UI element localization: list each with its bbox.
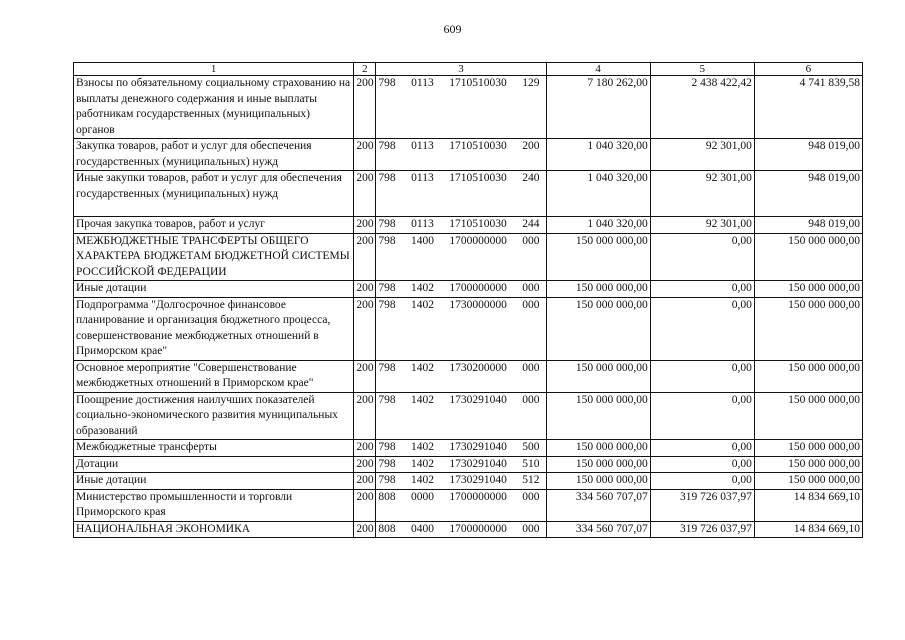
row-target: 1730291040	[449, 457, 507, 470]
row-target: 1730200000	[449, 361, 507, 374]
row-kind: 500	[522, 441, 540, 453]
row-code: 200	[354, 521, 376, 538]
row-amount-6: 14 834 669,10	[754, 489, 862, 521]
row-target: 1700000000	[449, 490, 507, 503]
row-amount-5: 319 726 037,97	[650, 521, 754, 538]
row-ved: 798	[378, 361, 396, 374]
row-amount-6: 150 000 000,00	[754, 360, 862, 392]
row-kind: 510	[522, 457, 540, 470]
row-ved: 798	[378, 441, 396, 453]
row-ved: 798	[378, 457, 396, 470]
row-ved: 798	[378, 282, 396, 294]
row-classification	[376, 473, 546, 490]
row-amount-4: 150 000 000,00	[546, 392, 650, 440]
row-name: Закупка товаров, работ и услуг для обеспечения государственных (муниципальных) нужд	[74, 139, 354, 171]
row-target: 1710510030	[449, 172, 507, 184]
row-amount-6: 150 000 000,00	[754, 456, 862, 473]
row-target: 1700000000	[449, 234, 507, 247]
row-target: 1730291040	[449, 441, 507, 453]
row-kind: 000	[522, 361, 540, 374]
row-kind: 000	[522, 282, 540, 294]
row-amount-4: 150 000 000,00	[546, 456, 650, 473]
row-kind: 129	[522, 77, 540, 89]
table-row	[74, 473, 863, 490]
row-target: 1700000000	[449, 282, 507, 294]
row-code: 200	[354, 281, 376, 298]
row-amount-6: 150 000 000,00	[754, 297, 862, 360]
row-ved: 798	[378, 234, 396, 247]
row-section: 1402	[411, 361, 434, 374]
row-amount-4: 334 560 707,07	[546, 489, 650, 521]
row-classification	[376, 233, 546, 281]
row-section: 0400	[411, 522, 434, 535]
row-name: МЕЖБЮДЖЕТНЫЕ ТРАНСФЕРТЫ ОБЩЕГО ХАРАКТЕРА БЮДЖЕТАМ БЮДЖЕТНОЙ СИСТЕМЫ РОССИЙСКОЙ ФЕДЕРАЦИИ	[74, 233, 354, 281]
row-target: 1700000000	[449, 522, 507, 535]
row-amount-5: 0,00	[650, 473, 754, 490]
column-header: 3	[376, 63, 546, 76]
row-target: 1730291040	[449, 474, 507, 486]
row-ved: 798	[378, 172, 396, 184]
row-amount-5: 319 726 037,97	[650, 489, 754, 521]
row-amount-5: 0,00	[650, 297, 754, 360]
table-row	[74, 521, 863, 538]
row-kind: 000	[522, 298, 540, 311]
table-row	[74, 392, 863, 440]
column-header: 4	[546, 63, 650, 76]
row-amount-4: 150 000 000,00	[546, 233, 650, 281]
row-code: 200	[354, 217, 376, 234]
row-code: 200	[354, 76, 376, 139]
row-target: 1710510030	[449, 140, 507, 152]
row-section: 1402	[411, 393, 434, 406]
row-section: 0113	[411, 218, 434, 230]
page-number: 609	[443, 22, 462, 36]
column-header: 2	[354, 63, 376, 76]
row-classification	[376, 217, 546, 234]
row-code: 200	[354, 392, 376, 440]
row-name: НАЦИОНАЛЬНАЯ ЭКОНОМИКА	[74, 521, 354, 538]
row-name: Прочая закупка товаров, работ и услуг	[74, 217, 354, 234]
row-amount-5: 92 301,00	[650, 139, 754, 171]
row-code: 200	[354, 139, 376, 171]
row-classification	[376, 521, 546, 538]
row-code: 200	[354, 360, 376, 392]
row-code: 200	[354, 473, 376, 490]
row-ved: 798	[378, 393, 396, 406]
row-amount-4: 1 040 320,00	[546, 139, 650, 171]
row-classification	[376, 489, 546, 521]
row-code: 200	[354, 297, 376, 360]
row-ved: 808	[378, 490, 396, 503]
row-section: 0113	[411, 77, 434, 89]
row-amount-4: 150 000 000,00	[546, 281, 650, 298]
row-ved: 798	[378, 474, 396, 486]
row-kind: 512	[522, 474, 540, 486]
row-code: 200	[354, 489, 376, 521]
table-row	[74, 489, 863, 521]
row-code: 200	[354, 233, 376, 281]
row-section: 1402	[411, 441, 434, 453]
table-row	[74, 281, 863, 298]
row-classification	[376, 456, 546, 473]
row-section: 1402	[411, 457, 434, 470]
row-amount-6: 150 000 000,00	[754, 473, 862, 490]
row-name: Иные закупки товаров, работ и услуг для обеспечения государственных (муниципальных) нужд	[74, 171, 354, 217]
row-amount-4: 334 560 707,07	[546, 521, 650, 538]
row-section: 1402	[411, 474, 434, 486]
row-amount-4: 150 000 000,00	[546, 360, 650, 392]
table-row	[74, 76, 863, 139]
table-row	[74, 456, 863, 473]
row-code: 200	[354, 171, 376, 217]
row-name: Подпрограмма "Долгосрочное финансовое планирование и организация бюджетного процесса, совершенствование межбюджетных отношений в Приморском крае"	[74, 297, 354, 360]
row-amount-5: 0,00	[650, 360, 754, 392]
row-amount-6: 948 019,00	[754, 171, 862, 217]
row-classification	[376, 281, 546, 298]
row-classification	[376, 139, 546, 171]
row-amount-6: 150 000 000,00	[754, 281, 862, 298]
row-name: Иные дотации	[74, 281, 354, 298]
row-section: 1402	[411, 282, 434, 294]
row-amount-4: 150 000 000,00	[546, 473, 650, 490]
row-amount-5: 2 438 422,42	[650, 76, 754, 139]
row-amount-6: 4 741 839,58	[754, 76, 862, 139]
row-classification	[376, 440, 546, 457]
table-row	[74, 297, 863, 360]
row-kind: 000	[522, 393, 540, 406]
row-amount-6: 150 000 000,00	[754, 440, 862, 457]
column-header: 5	[650, 63, 754, 76]
column-header: 6	[754, 63, 862, 76]
row-kind: 240	[522, 172, 540, 184]
row-classification	[376, 171, 546, 217]
row-classification	[376, 360, 546, 392]
row-amount-6: 14 834 669,10	[754, 521, 862, 538]
row-classification	[376, 297, 546, 360]
row-ved: 798	[378, 140, 396, 152]
row-code: 200	[354, 440, 376, 457]
row-amount-6: 948 019,00	[754, 217, 862, 234]
row-amount-5: 0,00	[650, 440, 754, 457]
row-kind: 244	[522, 218, 540, 230]
row-name: Межбюджетные трансферты	[74, 440, 354, 457]
row-amount-5: 92 301,00	[650, 171, 754, 217]
row-kind: 200	[522, 140, 540, 152]
row-amount-4: 1 040 320,00	[546, 217, 650, 234]
row-amount-5: 92 301,00	[650, 217, 754, 234]
table-row	[74, 171, 863, 217]
row-target: 1730291040	[449, 393, 507, 406]
column-header: 1	[74, 63, 354, 76]
row-target: 1710510030	[449, 77, 507, 89]
row-kind: 000	[522, 490, 540, 503]
row-amount-4: 7 180 262,00	[546, 76, 650, 139]
row-name: Дотации	[74, 456, 354, 473]
row-classification	[376, 76, 546, 139]
row-amount-5: 0,00	[650, 281, 754, 298]
row-amount-4: 1 040 320,00	[546, 171, 650, 217]
row-amount-5: 0,00	[650, 233, 754, 281]
table-row	[74, 217, 863, 234]
row-section: 0113	[411, 140, 434, 152]
row-amount-6: 150 000 000,00	[754, 233, 862, 281]
table-row	[74, 139, 863, 171]
row-name: Основное мероприятие "Совершенствование межбюджетных отношений в Приморском крае"	[74, 360, 354, 392]
row-name: Иные дотации	[74, 473, 354, 490]
row-ved: 798	[378, 218, 396, 230]
row-target: 1710510030	[449, 218, 507, 230]
row-ved: 798	[378, 77, 396, 89]
row-amount-5: 0,00	[650, 456, 754, 473]
table-row	[74, 360, 863, 392]
row-kind: 000	[522, 522, 540, 535]
row-section: 1400	[411, 234, 434, 247]
row-name: Поощрение достижения наилучших показателей социально-экономического развития муниципальных образований	[74, 392, 354, 440]
budget-table	[73, 62, 863, 538]
row-amount-5: 0,00	[650, 392, 754, 440]
row-code: 200	[354, 456, 376, 473]
row-classification	[376, 392, 546, 440]
row-target: 1730000000	[449, 298, 507, 311]
row-name: Взносы по обязательному социальному страхованию на выплаты денежного содержания и иные выплаты работникам государственных (муниципальных) органов	[74, 76, 354, 139]
table-row	[74, 440, 863, 457]
row-amount-4: 150 000 000,00	[546, 440, 650, 457]
row-section: 0113	[411, 172, 434, 184]
row-section: 0000	[411, 490, 434, 503]
row-amount-6: 948 019,00	[754, 139, 862, 171]
row-ved: 798	[378, 298, 396, 311]
row-section: 1402	[411, 298, 434, 311]
row-ved: 808	[378, 522, 396, 535]
table-row	[74, 233, 863, 281]
row-name: Министерство промышленности и торговли Приморского края	[74, 489, 354, 521]
row-amount-4: 150 000 000,00	[546, 297, 650, 360]
header-row	[74, 63, 863, 76]
row-amount-6: 150 000 000,00	[754, 392, 862, 440]
row-kind: 000	[522, 234, 540, 247]
